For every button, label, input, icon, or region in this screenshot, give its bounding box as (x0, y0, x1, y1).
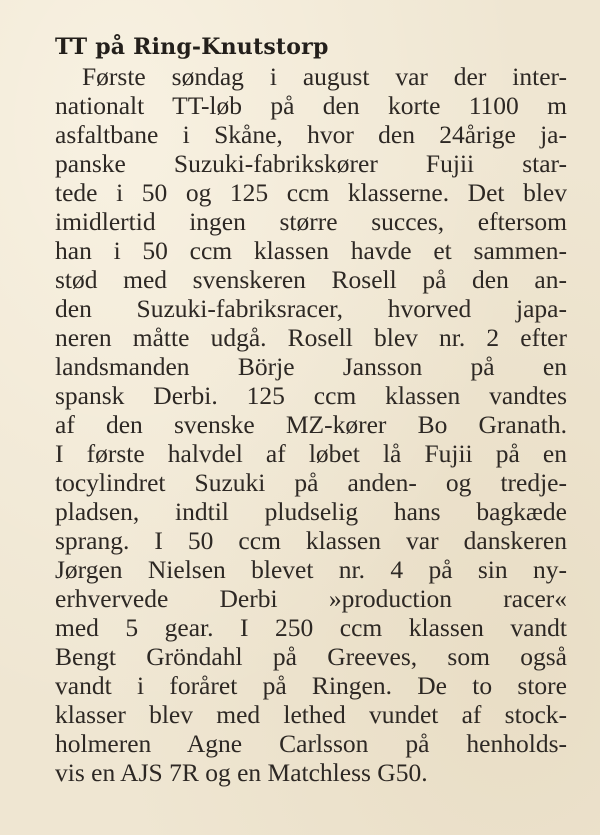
article-line: klasser blev med lethed vundet af stock- (55, 700, 567, 729)
article-line: nationalt TT-løb på den korte 1100 m (55, 91, 567, 120)
article-line: spansk Derbi. 125 ccm klassen vandtes (55, 381, 567, 410)
article-line: imidlertid ingen større succes, eftersom (55, 207, 567, 236)
article-line: Bengt Gröndahl på Greeves, som også (55, 642, 567, 671)
article-line: holmeren Agne Carlsson på henholds- (55, 729, 567, 758)
article-line: af den svenske MZ-kører Bo Granath. (55, 410, 567, 439)
article-line: vandt i foråret på Ringen. De to store (55, 671, 567, 700)
article-line: vis en AJS 7R og en Matchless G50. (55, 758, 428, 787)
article-body (55, 62, 567, 787)
article-line: I første halvdel af løbet lå Fujii på en (55, 439, 567, 468)
article-line: med 5 gear. I 250 ccm klassen vandt (55, 613, 567, 642)
article-line: pladsen, indtil pludselig hans bagkæde (55, 497, 567, 526)
article-line: tocylindret Suzuki på anden- og tredje- (55, 468, 567, 497)
article-line: asfaltbane i Skåne, hvor den 24årige ja- (55, 120, 567, 149)
article-line: neren måtte udgå. Rosell blev nr. 2 efter (55, 323, 567, 352)
article-line: erhvervede Derbi »production racer« (55, 584, 567, 613)
article (55, 32, 567, 787)
article-line: Første søndag i august var der inter- (82, 62, 567, 91)
article-line: sprang. I 50 ccm klassen var danskeren (55, 526, 567, 555)
article-line: landsmanden Börje Jansson på en (55, 352, 567, 381)
article-headline: TT på Ring-Knutstorp (55, 34, 329, 60)
article-line: stød med svenskeren Rosell på den an- (55, 265, 567, 294)
article-line: den Suzuki-fabriksracer, hvorved japa- (55, 294, 567, 323)
article-line: han i 50 ccm klassen havde et sammen- (55, 236, 567, 265)
article-line: panske Suzuki-fabrikskører Fujii star- (55, 149, 567, 178)
article-line: Jørgen Nielsen blevet nr. 4 på sin ny- (55, 555, 567, 584)
article-line: tede i 50 og 125 ccm klasserne. Det blev (55, 178, 567, 207)
